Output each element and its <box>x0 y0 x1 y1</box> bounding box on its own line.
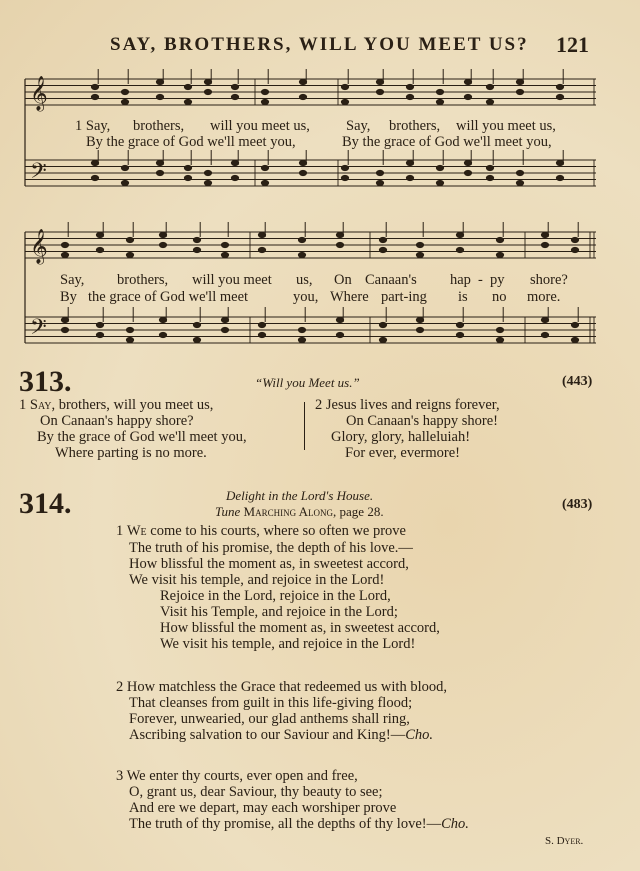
lyric-s2-l2-4: part-ing <box>381 289 427 305</box>
note-head <box>299 94 306 99</box>
note-head <box>416 317 423 322</box>
note-head <box>556 84 563 89</box>
hymn-author: S. Dyer. <box>545 835 584 847</box>
hymn-313-ref: (443) <box>562 374 593 389</box>
note-head <box>231 84 238 89</box>
hymn-313-v1-line: Where parting is no more. <box>55 445 207 461</box>
note-head <box>61 242 68 247</box>
hymn-313-title: “Will you Meet us.” <box>255 375 360 390</box>
note-head <box>464 79 471 84</box>
note-head <box>464 160 471 165</box>
hymn-314-v1-line: We visit his temple, and rejoice in the Lord! <box>129 572 385 588</box>
note-head <box>221 317 228 322</box>
note-head <box>91 94 98 99</box>
note-head <box>406 94 413 99</box>
hymn-314-v1-line-1 <box>116 523 406 540</box>
lyric-s2-l1-7: - <box>478 272 483 288</box>
hymn-314-v1-line: The truth of his promise, the depth of his love.— <box>129 540 413 556</box>
verse-text: How matchless the Grace that redeemed us with blood, <box>126 679 447 695</box>
hymn-314-v1-line: Rejoice in the Lord, rejoice in the Lord, <box>160 588 391 604</box>
note-head <box>184 175 191 180</box>
note-head <box>156 160 163 165</box>
note-head <box>298 252 305 257</box>
note-head <box>571 337 578 342</box>
first-word: We <box>126 523 147 539</box>
hymn-314-v1-line: We visit his temple, and rejoice in the Lord! <box>160 636 416 652</box>
hymn-313-number: 313. <box>19 365 72 398</box>
note-head <box>336 332 343 337</box>
note-head <box>376 89 383 94</box>
note-head <box>156 170 163 175</box>
note-head <box>376 180 383 185</box>
clef-icon: 𝄢 <box>30 315 47 345</box>
hymn-314-v3-line: And ere we depart, may each worshiper prove <box>129 800 397 816</box>
note-head <box>464 94 471 99</box>
note-head <box>406 175 413 180</box>
hymn-313-v2-line: Glory, glory, halleluiah! <box>331 429 471 445</box>
note-head <box>204 180 211 185</box>
note-head <box>486 99 493 104</box>
lyric-s1-l1-5: will you meet us, <box>456 118 556 134</box>
note-head <box>258 332 265 337</box>
lyric-s2-l2-0: By <box>60 289 77 305</box>
note-head <box>556 160 563 165</box>
first-word: Say, <box>29 397 56 413</box>
note-head <box>299 79 306 84</box>
hymn-314-v2-line-1 <box>116 679 447 696</box>
note-head <box>379 247 386 252</box>
lyric-s2-l1-9: shore? <box>530 272 568 288</box>
note-head <box>571 247 578 252</box>
note-head <box>571 237 578 242</box>
hymn-313-v1-line-1 <box>19 397 213 414</box>
verse-text: Jesus lives and reigns forever, <box>325 397 500 413</box>
lyric-s1-l1-1: brothers, <box>133 118 185 134</box>
note-head <box>258 247 265 252</box>
note-head <box>541 242 548 247</box>
note-head <box>159 242 166 247</box>
note-head <box>61 317 68 322</box>
note-head <box>159 317 166 322</box>
note-head <box>221 252 228 257</box>
note-head <box>496 237 503 242</box>
note-head <box>298 337 305 342</box>
hymn-313-v1-line: On Canaan's happy shore? <box>40 413 194 429</box>
note-head <box>261 180 268 185</box>
note-head <box>231 160 238 165</box>
note-head <box>456 247 463 252</box>
hymn-314-v2-line: Forever, unwearied, our glad anthems shall ring, <box>129 711 410 727</box>
hymn-314-v1-line: Visit his Temple, and rejoice in the Lord; <box>160 604 398 620</box>
note-head <box>571 322 578 327</box>
lyric-s2-l1-3: us, <box>296 272 313 288</box>
note-head <box>541 332 548 337</box>
lyric-s2-l2-3: Where <box>330 289 369 305</box>
note-head <box>193 337 200 342</box>
lyric-s2-l1-4: On <box>334 272 352 288</box>
note-head <box>299 160 306 165</box>
lyric-s2-l2-6: no <box>492 289 507 305</box>
lyric-s2-l2-2: you, <box>293 289 319 305</box>
note-head <box>261 99 268 104</box>
note-head <box>261 165 268 170</box>
note-head <box>379 337 386 342</box>
hymn-314-v3-line <box>129 816 469 833</box>
note-head <box>464 170 471 175</box>
note-head <box>221 327 228 332</box>
note-head <box>61 252 68 257</box>
note-head <box>193 237 200 242</box>
hymn-314-v1-line: How blissful the moment as, in sweetest accord, <box>160 620 440 636</box>
verse-number: 1 <box>116 523 124 539</box>
page-number: 121 <box>556 32 589 57</box>
first-line-rest: come to his courts, where so often we prove <box>150 523 406 539</box>
note-head <box>516 170 523 175</box>
note-head <box>516 79 523 84</box>
note-head <box>341 84 348 89</box>
note-head <box>486 84 493 89</box>
verse-number: 2 <box>315 397 323 413</box>
verse-divider <box>304 402 305 450</box>
note-head <box>456 232 463 237</box>
note-head <box>204 170 211 175</box>
note-head <box>258 232 265 237</box>
lyric-s2-l1-1: brothers, <box>117 272 169 288</box>
first-line-rest: brothers, will you meet us, <box>58 397 214 413</box>
hymn-313-v2-line: For ever, evermore! <box>345 445 460 461</box>
note-head <box>96 332 103 337</box>
lyric-s1-l1-2: will you meet us, <box>210 118 310 134</box>
verse-number: 3 <box>116 768 124 784</box>
note-head <box>126 252 133 257</box>
note-head <box>126 337 133 342</box>
note-head <box>221 242 228 247</box>
note-head <box>336 242 343 247</box>
clef-icon: 𝄞 <box>30 76 48 111</box>
note-head <box>456 322 463 327</box>
verse-text: Ascribing salvation to our Saviour and King!— <box>129 727 406 743</box>
note-head <box>556 94 563 99</box>
note-head <box>204 79 211 84</box>
verse-number: 2 <box>116 679 124 695</box>
note-head <box>91 84 98 89</box>
note-head <box>121 99 128 104</box>
page-header-title: SAY, BROTHERS, WILL YOU MEET US? <box>110 34 529 55</box>
note-head <box>379 237 386 242</box>
note-head <box>436 89 443 94</box>
note-head <box>184 84 191 89</box>
note-head <box>258 322 265 327</box>
chorus-marker: Cho. <box>405 727 434 743</box>
hymn-314-title: Delight in the Lord's House. <box>226 488 374 503</box>
note-head <box>156 79 163 84</box>
note-head <box>159 232 166 237</box>
chorus-marker: Cho. <box>441 816 469 832</box>
note-head <box>376 170 383 175</box>
note-head <box>336 317 343 322</box>
note-head <box>231 94 238 99</box>
note-head <box>416 242 423 247</box>
note-head <box>376 79 383 84</box>
note-head <box>436 165 443 170</box>
lyric-s1-l1-0: 1 Say, <box>75 118 111 134</box>
lyric-s1-l2-1: By the grace of God we'll meet you, <box>342 134 552 150</box>
note-head <box>341 175 348 180</box>
note-head <box>456 332 463 337</box>
hymn-314-v2-line: That cleanses from guilt in this life-giving flood; <box>129 695 413 711</box>
verse-text: The truth of thy promise, all the depths of thy love!— <box>129 816 442 832</box>
lyric-s2-l2-5: is <box>458 289 468 305</box>
note-head <box>96 232 103 237</box>
note-head <box>336 232 343 237</box>
note-head <box>496 327 503 332</box>
note-head <box>231 175 238 180</box>
note-head <box>159 332 166 337</box>
lyric-s2-l1-8: py <box>490 272 505 288</box>
note-head <box>91 175 98 180</box>
note-head <box>204 89 211 94</box>
note-head <box>436 99 443 104</box>
lyric-s1-l2-0: By the grace of God we'll meet you, <box>86 134 296 150</box>
tune-name: Marching Along <box>243 504 334 519</box>
note-head <box>121 165 128 170</box>
lyric-s1-l1-4: brothers, <box>389 118 441 134</box>
note-head <box>156 94 163 99</box>
note-head <box>496 252 503 257</box>
note-head <box>298 237 305 242</box>
hymn-314-ref: (483) <box>562 497 593 512</box>
note-head <box>126 327 133 332</box>
lyric-s2-l1-5: Canaan's <box>365 272 417 288</box>
note-head <box>416 252 423 257</box>
verse-number: 1 <box>19 397 27 413</box>
note-head <box>184 99 191 104</box>
note-head <box>96 322 103 327</box>
note-head <box>121 89 128 94</box>
hymn-314-tune <box>215 504 384 520</box>
note-head <box>486 165 493 170</box>
note-head <box>299 170 306 175</box>
hymn-313-v1-line: By the grace of God we'll meet you, <box>37 429 247 445</box>
lyric-s1-l1-3: Say, <box>346 118 371 134</box>
note-head <box>416 327 423 332</box>
hymn-314-v3-line-1 <box>116 768 358 785</box>
lyric-s2-l2-1: the grace of God we'll meet <box>88 289 249 305</box>
note-head <box>91 160 98 165</box>
clef-icon: 𝄞 <box>30 229 48 264</box>
lyric-s2-l1-6: hap <box>450 272 471 288</box>
lyric-s2-l2-7: more. <box>527 289 561 305</box>
note-head <box>516 89 523 94</box>
note-head <box>341 165 348 170</box>
note-head <box>556 175 563 180</box>
verse-text: We enter thy courts, ever open and free, <box>126 768 358 784</box>
hymn-314-number: 314. <box>19 487 72 520</box>
note-head <box>193 322 200 327</box>
note-head <box>496 337 503 342</box>
lyric-s2-l1-0: Say, <box>60 272 85 288</box>
note-head <box>436 180 443 185</box>
note-head <box>341 99 348 104</box>
hymn-314-v2-line <box>129 727 433 744</box>
note-head <box>486 175 493 180</box>
hymn-313-v2-line: On Canaan's happy shore! <box>346 413 499 429</box>
note-head <box>121 180 128 185</box>
hymn-314-v3-line: O, grant us, dear Saviour, thy beauty to see; <box>129 784 383 800</box>
note-head <box>541 232 548 237</box>
note-head <box>126 237 133 242</box>
note-head <box>541 317 548 322</box>
note-head <box>61 327 68 332</box>
note-head <box>184 165 191 170</box>
note-head <box>406 160 413 165</box>
note-head <box>298 327 305 332</box>
lyric-s2-l1-2: will you meet <box>192 272 272 288</box>
note-head <box>96 247 103 252</box>
hymn-314-v1-line: How blissful the moment as, in sweetest accord, <box>129 556 409 572</box>
tune-suffix: , page 28. <box>333 504 384 519</box>
note-head <box>193 247 200 252</box>
tune-prefix: Tune <box>215 504 241 519</box>
clef-icon: 𝄢 <box>30 159 47 189</box>
note-head <box>261 89 268 94</box>
note-head <box>379 322 386 327</box>
note-head <box>516 180 523 185</box>
hymn-313-v2-line-1 <box>315 397 500 414</box>
note-head <box>406 84 413 89</box>
